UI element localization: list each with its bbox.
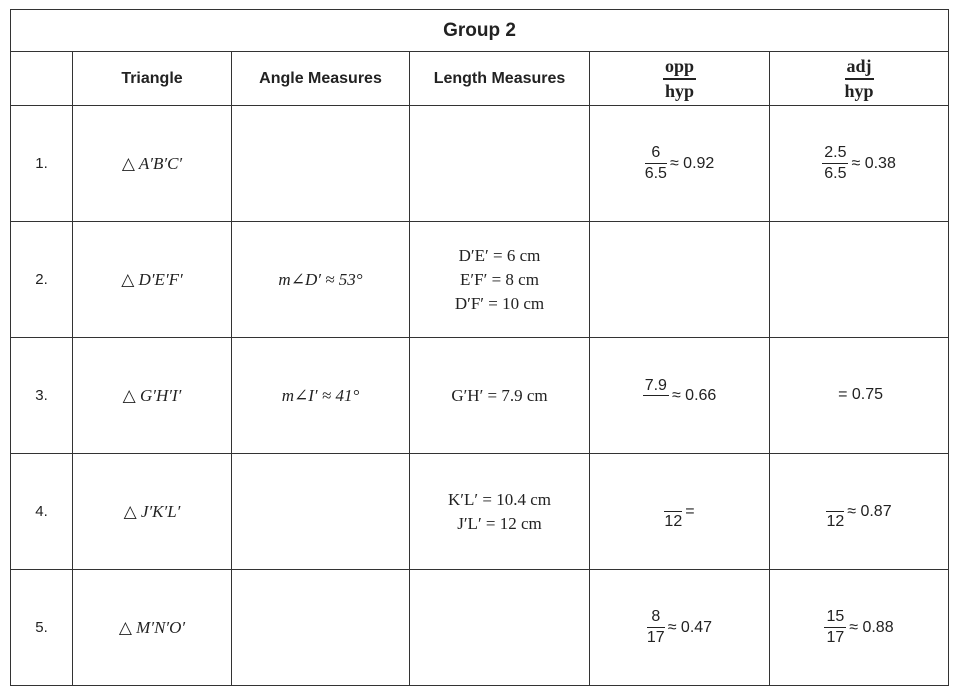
angle-measure: m∠D′ ≈ 53° — [232, 222, 410, 338]
hyp-label: hyp — [844, 80, 874, 101]
row-number: 2. — [11, 222, 73, 338]
row-number: 5. — [11, 570, 73, 686]
adj-numerator: 15 — [824, 608, 846, 628]
angle-measure — [232, 454, 410, 570]
adj-hyp-cell — [770, 338, 949, 454]
triangle-name: △ J′K′L′ — [73, 454, 232, 570]
header-opp-hyp — [590, 52, 770, 106]
opp-value: = — [685, 502, 695, 520]
opp-denominator — [643, 396, 669, 414]
length-measure: E′F′ = 8 cm — [460, 269, 539, 289]
length-measures — [410, 338, 590, 454]
opp-value: ≈ 0.66 — [671, 386, 717, 404]
table-row — [11, 570, 949, 686]
header-length-measures: Length Measures — [410, 52, 590, 106]
title-row — [11, 10, 949, 52]
table-row — [11, 338, 949, 454]
table-row — [11, 106, 949, 222]
adj-hyp-cell — [770, 106, 949, 222]
header-angle-measures: Angle Measures — [232, 52, 410, 106]
header-triangle: Triangle — [73, 52, 232, 106]
table-row — [11, 454, 949, 570]
hyp-label: hyp — [664, 80, 695, 101]
group-table — [10, 9, 949, 686]
table-title: Group 2 — [11, 10, 949, 52]
adj-fraction — [822, 144, 848, 183]
adj-hyp-fraction — [845, 56, 874, 101]
triangle-name: △ D′E′F′ — [73, 222, 232, 338]
row-number: 1. — [11, 106, 73, 222]
adj-value: ≈ 0.87 — [847, 502, 892, 520]
adj-fraction — [824, 608, 846, 647]
adj-hyp-cell — [770, 222, 949, 338]
adj-value: ≈ 0.38 — [851, 154, 896, 172]
opp-fraction — [643, 377, 669, 415]
length-measures — [410, 106, 590, 222]
length-measures — [410, 222, 590, 338]
adj-numerator — [826, 493, 844, 512]
triangle-name: △ A′B′C′ — [73, 106, 232, 222]
opp-label: opp — [663, 56, 696, 80]
opp-hyp-cell — [590, 570, 770, 686]
adj-hyp-cell — [770, 570, 949, 686]
opp-hyp-cell — [590, 338, 770, 454]
opp-hyp-cell — [590, 106, 770, 222]
triangle-name: △ G′H′I′ — [73, 338, 232, 454]
opp-hyp-cell — [590, 222, 770, 338]
length-measures — [410, 570, 590, 686]
adj-hyp-cell — [770, 454, 949, 570]
header-adj-hyp — [770, 52, 949, 106]
adj-denominator: 6.5 — [824, 165, 847, 182]
length-measure: G′H′ = 7.9 cm — [451, 385, 548, 405]
length-measure: J′L′ = 12 cm — [457, 513, 542, 533]
opp-denominator: 12 — [664, 512, 683, 530]
adj-value: ≈ 0.88 — [849, 618, 894, 636]
opp-value: ≈ 0.92 — [669, 154, 715, 172]
angle-measure: m∠I′ ≈ 41° — [232, 338, 410, 454]
header-number — [11, 52, 73, 106]
adj-denominator: 17 — [826, 629, 845, 646]
adj-value: = 0.75 — [838, 386, 883, 404]
triangle-name: △ M′N′O′ — [73, 570, 232, 686]
adj-denominator: 12 — [826, 512, 845, 530]
opp-hyp-cell — [590, 454, 770, 570]
adj-fraction — [826, 493, 844, 531]
adj-label: adj — [845, 56, 874, 80]
length-measure: D′F′ = 10 cm — [454, 293, 545, 313]
opp-numerator — [664, 493, 682, 512]
angle-measure — [232, 570, 410, 686]
opp-denominator: 17 — [646, 629, 665, 646]
opp-hyp-fraction — [663, 56, 696, 101]
opp-fraction — [647, 608, 665, 647]
table-row — [11, 222, 949, 338]
opp-numerator: 8 — [647, 608, 665, 628]
length-measures — [410, 454, 590, 570]
angle-measure — [232, 106, 410, 222]
length-measure: D′E′ = 6 cm — [458, 245, 541, 265]
opp-denominator: 6.5 — [644, 165, 667, 182]
opp-fraction — [645, 144, 667, 183]
row-number: 4. — [11, 454, 73, 570]
opp-numerator: 6 — [645, 144, 667, 164]
opp-value: ≈ 0.47 — [667, 618, 713, 636]
header-row — [11, 52, 949, 106]
opp-fraction — [664, 493, 682, 531]
row-number: 3. — [11, 338, 73, 454]
opp-numerator: 7.9 — [643, 377, 669, 397]
adj-numerator: 2.5 — [822, 144, 848, 164]
length-measure: K′L′ = 10.4 cm — [448, 489, 551, 509]
